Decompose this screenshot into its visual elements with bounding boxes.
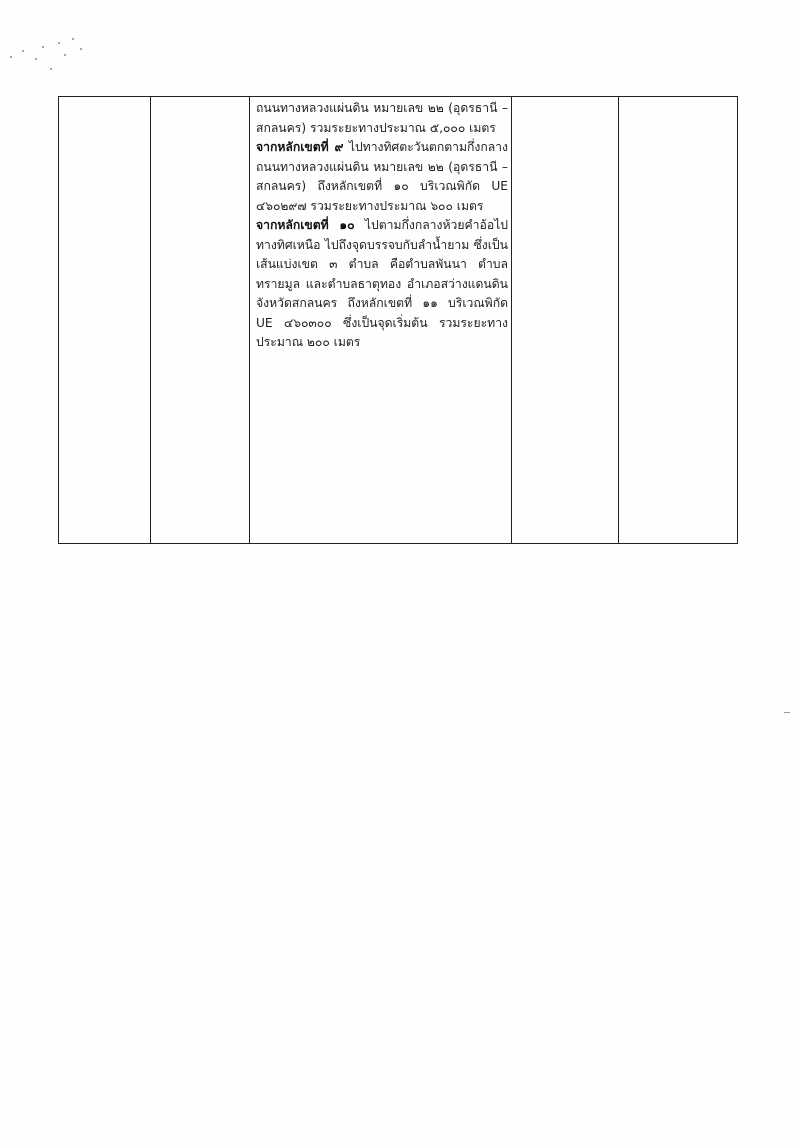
boundary-description-cell	[256, 99, 508, 353]
paragraph-text: ไปตามกึ่งกลางห้วยคำอ้อไปทางทิศเหนือ ไปถึงจุดบรรจบกับลำน้ำยาม ซึ่งเป็นเส้นแบ่งเขต ๓ ตำบล คือตำบลพันนา ตำบลทรายมูล และตำบลธาตุทอง อำเภอสว่างแดนดิน จังหวัดสกลนคร ถึงหลักเขตที่ ๑๑ บริเวณพิกัด UE ๔๖๐๓๐๐ ซึ่งเป็นจุดเริ่มต้น รวมระยะทางประมาณ ๒๐๐ เมตร	[256, 218, 509, 349]
scan-noise-marks	[0, 30, 90, 90]
table-column-divider	[618, 97, 619, 543]
paragraph-heading: จากหลักเขตที่ ๑๐	[256, 218, 355, 232]
paragraph-heading: จากหลักเขตที่ ๙	[256, 140, 344, 154]
page-edge-mark	[784, 712, 790, 713]
table-column-divider	[150, 97, 151, 543]
table-column-divider	[511, 97, 512, 543]
table-column-divider	[249, 97, 250, 543]
paragraph-text: ไปทางทิศตะวันตกตามกึ่งกลางถนนทางหลวงแผ่นดิน หมายเลข ๒๒ (อุดรธานี – สกลนคร) ถึงหลักเขตที่ ๑๐ บริเวณพิกัด UE ๔๖๐๒๙๗ รวมระยะทางประมาณ ๖๐๐ เมตร	[256, 140, 508, 213]
boundary-paragraph	[256, 138, 508, 216]
paragraph-text: ถนนทางหลวงแผ่นดิน หมายเลข ๒๒ (อุดรธานี – สกลนคร) รวมระยะทางประมาณ ๕,๐๐๐ เมตร	[256, 101, 508, 135]
boundary-paragraph	[256, 216, 508, 353]
boundary-paragraph	[256, 99, 508, 138]
boundary-description-table	[58, 96, 738, 544]
